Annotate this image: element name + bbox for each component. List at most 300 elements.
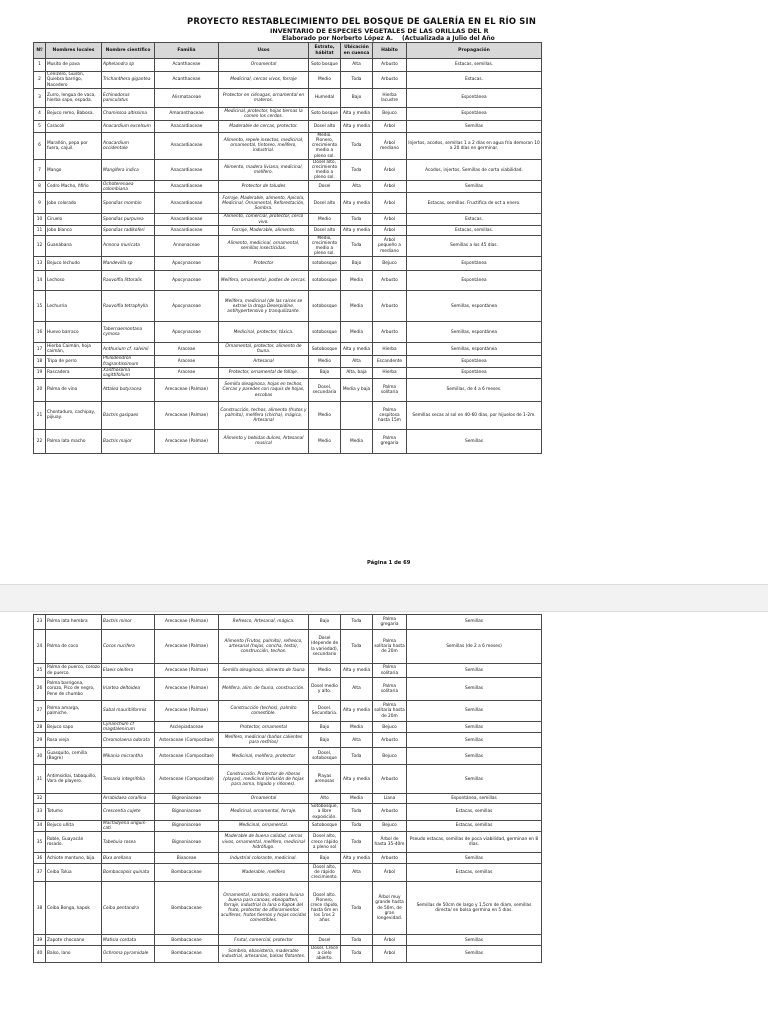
table-row xyxy=(34,765,542,794)
header-habit: Hábito xyxy=(373,43,407,59)
table-cell: Ochoterenaea colombiana xyxy=(102,181,155,193)
table-cell: Media y baja xyxy=(341,378,373,401)
table-cell: Arbusto xyxy=(373,765,407,794)
table-cell: Árbol xyxy=(373,935,407,946)
table-cell: Apocynaceae xyxy=(155,322,219,343)
table-cell: Toda xyxy=(341,72,373,89)
table-cell: Toda xyxy=(341,615,373,630)
table-cell: Alta y media xyxy=(341,108,373,121)
table-cell: Anacardium occidentale xyxy=(102,133,155,160)
table-cell: Semillas xyxy=(407,722,542,733)
table-cell: Tripa de perro xyxy=(46,356,102,367)
table-cell: Cocos nucifera xyxy=(102,630,155,664)
table-cell: Zapote chocoano xyxy=(46,935,102,946)
table-body-page-1 xyxy=(34,59,542,454)
table-cell: Asteraceae (Compositae) xyxy=(155,765,219,794)
table-cell: 27 xyxy=(34,701,46,722)
table-cell: Medicinal, melífera, protector xyxy=(219,748,309,765)
table-cell: Industrial colorante, medicinal. xyxy=(219,853,309,864)
table-header-row xyxy=(34,43,542,59)
table-cell: Alta y media xyxy=(341,664,373,678)
table-cell: Artesanal xyxy=(219,356,309,367)
table-cell: Ornamental xyxy=(219,794,309,804)
table-cell: Alimento, madera liviana, medicinal, melífero. xyxy=(219,159,309,181)
table-cell: Palma solitaria hasta de 20m xyxy=(373,630,407,664)
table-cell: Bejuco lechudo xyxy=(46,257,102,271)
table-cell: Bajo xyxy=(309,722,341,733)
table-cell: Lechoso xyxy=(46,271,102,291)
table-cell: Alta, baja xyxy=(341,367,373,378)
table-cell: Palma barrigona, corozo, Pico de negro, Pene de chumbo xyxy=(46,678,102,701)
table-cell: Achiote montuno, bija. xyxy=(46,853,102,864)
header-local-names: Nombres locales xyxy=(46,43,102,59)
table-row xyxy=(34,701,542,722)
table-cell: Arecaceae (Palmae) xyxy=(155,429,219,453)
table-cell: Guanábana xyxy=(46,235,102,257)
table-cell: Spondias mombin xyxy=(102,193,155,214)
table-cell: Alto xyxy=(309,794,341,804)
table-row xyxy=(34,59,542,72)
table-cell: Bajo xyxy=(309,367,341,378)
table-cell: Media xyxy=(341,794,373,804)
table-cell: Hierba xyxy=(373,367,407,378)
table-cell: Medicinal, protector, hojas tiernas la comen los cerdos. xyxy=(219,108,309,121)
table-cell: Semillas, espontánea xyxy=(407,343,542,356)
table-cell: Protector xyxy=(219,257,309,271)
table-cell: Palma solitaria hasta de 20m xyxy=(373,701,407,722)
table-cell: Media xyxy=(341,271,373,291)
table-cell: Bixa orellana xyxy=(102,853,155,864)
table-cell: sotobosque xyxy=(309,291,341,322)
table-cell: Mangifera indica xyxy=(102,159,155,181)
table-cell: Roble, Guayacán rosado. xyxy=(46,832,102,853)
table-cell: Ornamental xyxy=(219,59,309,72)
table-cell: Palma de coco xyxy=(46,630,102,664)
table-cell: Protector en ciénagas, ornamental en materos. xyxy=(219,89,309,108)
table-cell: Bejuco xyxy=(373,108,407,121)
table-cell: Palma solitaria xyxy=(373,664,407,678)
table-cell: Arbusto xyxy=(373,291,407,322)
table-cell: 34 xyxy=(34,820,46,831)
table-cell: Melífera, medicinal (de las raíces se extrae la droga Deserpidine, antihypertensivo y tranquilizante. xyxy=(219,291,309,322)
table-cell: Espontánea xyxy=(407,356,542,367)
table-cell: Macfadyena unguis-cati xyxy=(102,820,155,831)
table-cell: Arbusto xyxy=(373,853,407,864)
table-cell: Alismataceae xyxy=(155,89,219,108)
table-cell: Maderable, melífero xyxy=(219,864,309,882)
table-cell: Sotobosque, a libre exposición. xyxy=(309,804,341,820)
table-cell: 3 xyxy=(34,89,46,108)
table-cell: Palma lata hembra xyxy=(46,615,102,630)
table-cell: Chromolaena odorata xyxy=(102,733,155,748)
table-cell: Ochroma pyramidale xyxy=(102,946,155,962)
table-cell: Espontánea xyxy=(407,108,542,121)
table-row xyxy=(34,832,542,853)
table-cell: Arecaceae (Palmae) xyxy=(155,678,219,701)
table-cell: Alta xyxy=(341,678,373,701)
table-cell: Medio xyxy=(309,401,341,429)
table-cell: Arbusto xyxy=(373,804,407,820)
header-family: Familia xyxy=(155,43,219,59)
table-cell: Bajo xyxy=(309,615,341,630)
table-cell: Dosel, secundaria xyxy=(309,378,341,401)
table-cell: Dosel (depende de la variedad), secundario xyxy=(309,630,341,664)
table-row xyxy=(34,356,542,367)
table-cell: 24 xyxy=(34,630,46,664)
table-row xyxy=(34,133,542,160)
table-cell: Dosel alto, crecimiento medio a pleno sol. xyxy=(309,159,341,181)
table-cell: Anacardiaceae xyxy=(155,121,219,133)
table-cell: Toda xyxy=(341,235,373,257)
table-cell: Guasquito, cemilla (Bagre) xyxy=(46,748,102,765)
table-cell: Anacardiaceae xyxy=(155,181,219,193)
table-cell: Ciruelo xyxy=(46,214,102,225)
table-row xyxy=(34,853,542,864)
table-cell: Anacardiaceae xyxy=(155,133,219,160)
table-cell: 2 xyxy=(34,72,46,89)
table-cell: 13 xyxy=(34,257,46,271)
table-cell: Construcción (techos), palmito comestible. xyxy=(219,701,309,722)
table-cell: Bactris gasipaes xyxy=(102,401,155,429)
table-cell: Liana xyxy=(373,794,407,804)
table-row xyxy=(34,89,542,108)
table-row xyxy=(34,935,542,946)
table-cell: 17 xyxy=(34,343,46,356)
table-cell: Semillas xyxy=(407,733,542,748)
table-cell: Totumo xyxy=(46,804,102,820)
table-cell: 4 xyxy=(34,108,46,121)
table-cell: Humedal xyxy=(309,89,341,108)
table-cell: Arbusto xyxy=(373,59,407,72)
author-line xyxy=(282,35,495,42)
table-row xyxy=(34,794,542,804)
table-cell: Árbol xyxy=(373,121,407,133)
table-cell: Playas arenosas xyxy=(309,765,341,794)
table-cell: Hierba lacustre xyxy=(373,89,407,108)
table-cell: 28 xyxy=(34,722,46,733)
table-cell: Ceiba Tolúa xyxy=(46,864,102,882)
table-cell: Media xyxy=(341,291,373,322)
table-cell: Alta xyxy=(341,181,373,193)
header-uses: Usos xyxy=(219,43,309,59)
table-cell: Árbol pequeño a mediano xyxy=(373,235,407,257)
table-cell: Dosel alto xyxy=(309,225,341,235)
header-stratum: Estrato, hábitat xyxy=(309,43,341,59)
table-cell: Medio xyxy=(309,72,341,89)
table-body-page-2 xyxy=(34,615,542,963)
table-cell: Anacardium excelsum xyxy=(102,121,155,133)
table-row xyxy=(34,193,542,214)
table-cell: 35 xyxy=(34,832,46,853)
table-cell: Escandente xyxy=(373,356,407,367)
table-cell: Alimento, repele insectos, medicinal, ornamental, tintoreo, melífero, industrial. xyxy=(219,133,309,160)
table-cell: 5 xyxy=(34,121,46,133)
table-cell: Bejuco xyxy=(373,257,407,271)
table-cell: Alta y media xyxy=(341,853,373,864)
table-cell: Dosel alto. Pionero, crece rápido, hasta 6m en los 1ros 2 años xyxy=(309,882,341,935)
table-cell: 31 xyxy=(34,765,46,794)
table-cell: Asclepiadaceae xyxy=(155,722,219,733)
table-cell: Sotobosque xyxy=(309,343,341,356)
table-cell: Bejuco uñita xyxy=(46,820,102,831)
table-cell: 9 xyxy=(34,193,46,214)
table-cell: Árbol xyxy=(373,214,407,225)
table-cell: Árbol mediano xyxy=(373,133,407,160)
table-cell: Jobo colorado xyxy=(46,193,102,214)
table-cell: Alta y media xyxy=(341,343,373,356)
table-cell: Palma amarga, palmiche. xyxy=(46,701,102,722)
table-cell: Estacas, semillas. xyxy=(407,59,542,72)
table-cell: Rauvolfia tetraphylla xyxy=(102,291,155,322)
table-cell: 22 xyxy=(34,429,46,453)
table-cell: Spondias radlkoferi xyxy=(102,225,155,235)
table-cell: Asteraceae (Compositae) xyxy=(155,733,219,748)
table-cell: Annonaceae xyxy=(155,235,219,257)
table-cell: Bixaceae xyxy=(155,853,219,864)
table-cell: sotobosque xyxy=(309,322,341,343)
table-cell: Xanthosoma sagittifolium xyxy=(102,367,155,378)
table-cell: Bombacaceae xyxy=(155,946,219,962)
table-cell: Toda xyxy=(341,214,373,225)
table-cell: Medicinal, cercos vivos, forraje xyxy=(219,72,309,89)
table-cell: Semilla oleaginosa, alimento de fauna xyxy=(219,664,309,678)
table-cell: Bombacaceae xyxy=(155,935,219,946)
table-cell: 26 xyxy=(34,678,46,701)
table-cell: Arecaceae (Palmae) xyxy=(155,401,219,429)
table-cell: Bignoniaceae xyxy=(155,804,219,820)
table-cell: Arecaceae (Palmae) xyxy=(155,701,219,722)
table-cell: Toda xyxy=(341,159,373,181)
table-cell: Amaranthaceae xyxy=(155,108,219,121)
table-cell: Toda xyxy=(341,133,373,160)
table-cell: Bombacaceae xyxy=(155,864,219,882)
table-row xyxy=(34,820,542,831)
table-cell: Alimento (Frutos, palmito), refresco, artesanal (hojas, concha, testa), construcción, techos. xyxy=(219,630,309,664)
table-cell: Arecaceae (Palmae) xyxy=(155,664,219,678)
table-cell: Arbusto xyxy=(373,72,407,89)
table-cell: Medicinal, protector, tóxica. xyxy=(219,322,309,343)
table-cell: Melífero, medicinal (baños calientes para resfríos) xyxy=(219,733,309,748)
table-row xyxy=(34,664,542,678)
table-cell: Attalea butyracea xyxy=(102,378,155,401)
table-row xyxy=(34,225,542,235)
species-table-page-2 xyxy=(33,614,542,963)
table-cell: Palma cespitosa hasta 15m xyxy=(373,401,407,429)
table-cell: 39 xyxy=(34,935,46,946)
page-separator xyxy=(0,584,768,612)
table-cell: 38 xyxy=(34,882,46,935)
table-cell: Palma gregaria xyxy=(373,615,407,630)
table-row xyxy=(34,722,542,733)
table-cell: Toda xyxy=(341,935,373,946)
table-cell: Medio. Pionero, crecimiento medio a pleno sol. xyxy=(309,133,341,160)
table-cell: Semillas secas al sol en 40-60 días, por hijuelos de 1-2m. xyxy=(407,401,542,429)
table-cell: Arbusto xyxy=(373,271,407,291)
table-row xyxy=(34,159,542,181)
table-row xyxy=(34,429,542,453)
table-cell: Elaeis oleifera xyxy=(102,664,155,678)
page-number: Página 1 de 69 xyxy=(367,560,411,566)
table-cell: Bactris major xyxy=(102,429,155,453)
table-cell: Bejuco xyxy=(373,748,407,765)
table-cell: Acanthaceae xyxy=(155,72,219,89)
table-cell: Cenizero, Güirón, Quiebra barrigo, Nacedero xyxy=(46,72,102,89)
table-cell: Dosel. Secundaria. xyxy=(309,701,341,722)
table-cell: Hierba xyxy=(373,343,407,356)
table-cell: Soto bosque xyxy=(309,59,341,72)
table-cell: Apocynaceae xyxy=(155,271,219,291)
table-cell: Hierba Caimán, hoja caimán, xyxy=(46,343,102,356)
table-cell: Dosel alto xyxy=(309,121,341,133)
table-cell: Bajo xyxy=(309,733,341,748)
table-cell: Bejuco xyxy=(373,722,407,733)
table-cell: Araceae xyxy=(155,356,219,367)
table-cell: Pseudo estacas, semillas de poca viabilidad, germinan en 8 días. xyxy=(407,832,542,853)
table-cell: Anthurium cf. salvinii xyxy=(102,343,155,356)
table-cell: Dosel alto, de rápido crecimiento. xyxy=(309,864,341,882)
table-cell: Palma lata macho xyxy=(46,429,102,453)
table-cell: 12 xyxy=(34,235,46,257)
table-cell: Dosel alto, crece rápido a pleno sol xyxy=(309,832,341,853)
table-cell: Bajo xyxy=(341,257,373,271)
table-cell: Medio xyxy=(309,664,341,678)
table-cell: Matisia cordata xyxy=(102,935,155,946)
table-cell xyxy=(46,794,102,804)
table-cell: Bignoniaceae xyxy=(155,820,219,831)
table-cell: Semillas xyxy=(407,853,542,864)
table-cell: Ceiba pentandra xyxy=(102,882,155,935)
table-cell: Alta xyxy=(341,864,373,882)
table-cell: Semillas xyxy=(407,121,542,133)
table-cell: Chamissoa altissima xyxy=(102,108,155,121)
table-cell: Medio xyxy=(309,356,341,367)
table-cell: 11 xyxy=(34,225,46,235)
table-cell: Jobo blanco xyxy=(46,225,102,235)
table-cell: 10 xyxy=(34,214,46,225)
table-cell: Estacas, semillas xyxy=(407,864,542,882)
table-cell: Semillas xyxy=(407,181,542,193)
table-cell: Protector de taludes xyxy=(219,181,309,193)
table-cell: Cynanchum cf magdalenicum xyxy=(102,722,155,733)
author-text: Elaborado por Norberto López A. xyxy=(282,35,394,42)
table-cell: Alta y media xyxy=(341,765,373,794)
table-row xyxy=(34,678,542,701)
table-cell: 6 xyxy=(34,133,46,160)
table-cell: Antimsidiai, tabaquillo, Vara de playero. xyxy=(46,765,102,794)
table-cell: Bignoniaceae xyxy=(155,832,219,853)
table-row xyxy=(34,946,542,962)
table-cell: 7 xyxy=(34,159,46,181)
table-cell: Árbol xyxy=(373,193,407,214)
table-cell: Estacas, semillas. Fructifica de oct a enero. xyxy=(407,193,542,214)
table-cell: Refresco, Artesanal, mágica. xyxy=(219,615,309,630)
table-cell: Bajo xyxy=(341,89,373,108)
table-cell: Estacas, semillas xyxy=(407,804,542,820)
document-title: PROYECTO RESTABLECIMIENTO DEL BOSQUE DE GALERÍA EN EL RÍO SIN xyxy=(187,16,537,26)
table-cell: Bactris minor xyxy=(102,615,155,630)
table-cell: Espontánea xyxy=(407,367,542,378)
table-cell: Ceiba Bonga, kapok xyxy=(46,882,102,935)
table-cell: Acanthaceae xyxy=(155,59,219,72)
table-cell: Mandevilla sp xyxy=(102,257,155,271)
table-cell: Dosel. Crece a cielo abierto. xyxy=(309,946,341,962)
table-cell: Toda xyxy=(341,748,373,765)
table-cell: Semillas xyxy=(407,946,542,962)
header-scientific-name: Nombre científico xyxy=(102,43,155,59)
table-cell: Arecaceae (Palmae) xyxy=(155,615,219,630)
table-cell: Medio xyxy=(309,214,341,225)
table-cell: Bejuco remo, Babosa. xyxy=(46,108,102,121)
table-cell: Palma solitaria xyxy=(373,678,407,701)
table-cell: Media xyxy=(341,429,373,453)
table-cell: Musito de pava xyxy=(46,59,102,72)
table-cell: Bombacopsis quinata xyxy=(102,864,155,882)
table-cell: Árbol muy grande hasta de 50m, de gran longevidad. xyxy=(373,882,407,935)
table-cell: Trichanthera gigantea xyxy=(102,72,155,89)
table-cell: 37 xyxy=(34,864,46,882)
table-cell: Árbol xyxy=(373,864,407,882)
table-cell: Mango xyxy=(46,159,102,181)
table-cell: Media xyxy=(341,722,373,733)
table-cell: Toda xyxy=(341,630,373,664)
table-cell: Dosel alto xyxy=(309,193,341,214)
table-cell: Soto bosque xyxy=(309,108,341,121)
header-number: Nº xyxy=(34,43,46,59)
table-cell: Semillas xyxy=(407,664,542,678)
table-cell: 36 xyxy=(34,853,46,864)
table-cell: Bejuco sapo xyxy=(46,722,102,733)
table-cell: Palma gregaria xyxy=(373,429,407,453)
table-cell: Marañón, pepa por fuera, cajuil. xyxy=(46,133,102,160)
table-row xyxy=(34,235,542,257)
table-cell: Alta xyxy=(341,356,373,367)
table-cell: Lechurria xyxy=(46,291,102,322)
table-cell: Medicinal, ornamental. xyxy=(219,820,309,831)
table-cell: Rauvolfia littoralis xyxy=(102,271,155,291)
table-cell: Dosel, sotobosque xyxy=(309,748,341,765)
table-cell: Sombrío, ebanistería, maderable industrial, artesanías, balsas flotantes. xyxy=(219,946,309,962)
table-cell: Protector, ornamental de follaje. xyxy=(219,367,309,378)
table-cell: Alimento, comercial, protector, cerco vivo. xyxy=(219,214,309,225)
table-cell: Echinodorus paniculatus xyxy=(102,89,155,108)
table-cell: Semillas de 50cm de largo y 1,5cm de diam, semillas directa/ en bolsa germina en 5 días. xyxy=(407,882,542,935)
table-row xyxy=(34,108,542,121)
table-cell: Spondias purpurea xyxy=(102,214,155,225)
table-row xyxy=(34,630,542,664)
table-cell: Forraje, Maderable, alimento. xyxy=(219,225,309,235)
table-cell: Arecaceae (Palmae) xyxy=(155,378,219,401)
table-cell: Árbol xyxy=(373,946,407,962)
table-cell: sotobosque xyxy=(309,257,341,271)
table-cell: Toda xyxy=(341,882,373,935)
table-cell: Frutal, comercial, protector xyxy=(219,935,309,946)
table-cell: Semillas xyxy=(407,765,542,794)
table-cell: Cedro Macho, ñfiño xyxy=(46,181,102,193)
table-cell: Dosel xyxy=(309,935,341,946)
table-cell: Semillas xyxy=(407,615,542,630)
table-cell: Árbol xyxy=(373,159,407,181)
table-cell: Estacas, semillas. xyxy=(407,225,542,235)
table-row xyxy=(34,804,542,820)
table-row xyxy=(34,214,542,225)
table-cell: Media xyxy=(341,322,373,343)
table-cell: Alta xyxy=(341,733,373,748)
table-cell: Dosel medio y alto. xyxy=(309,678,341,701)
table-row xyxy=(34,121,542,133)
table-cell: Construcción, techos, alimento (frutos y palmito), melífera (chicha), mágica, Artesanal xyxy=(219,401,309,429)
table-row xyxy=(34,615,542,630)
table-row xyxy=(34,271,542,291)
